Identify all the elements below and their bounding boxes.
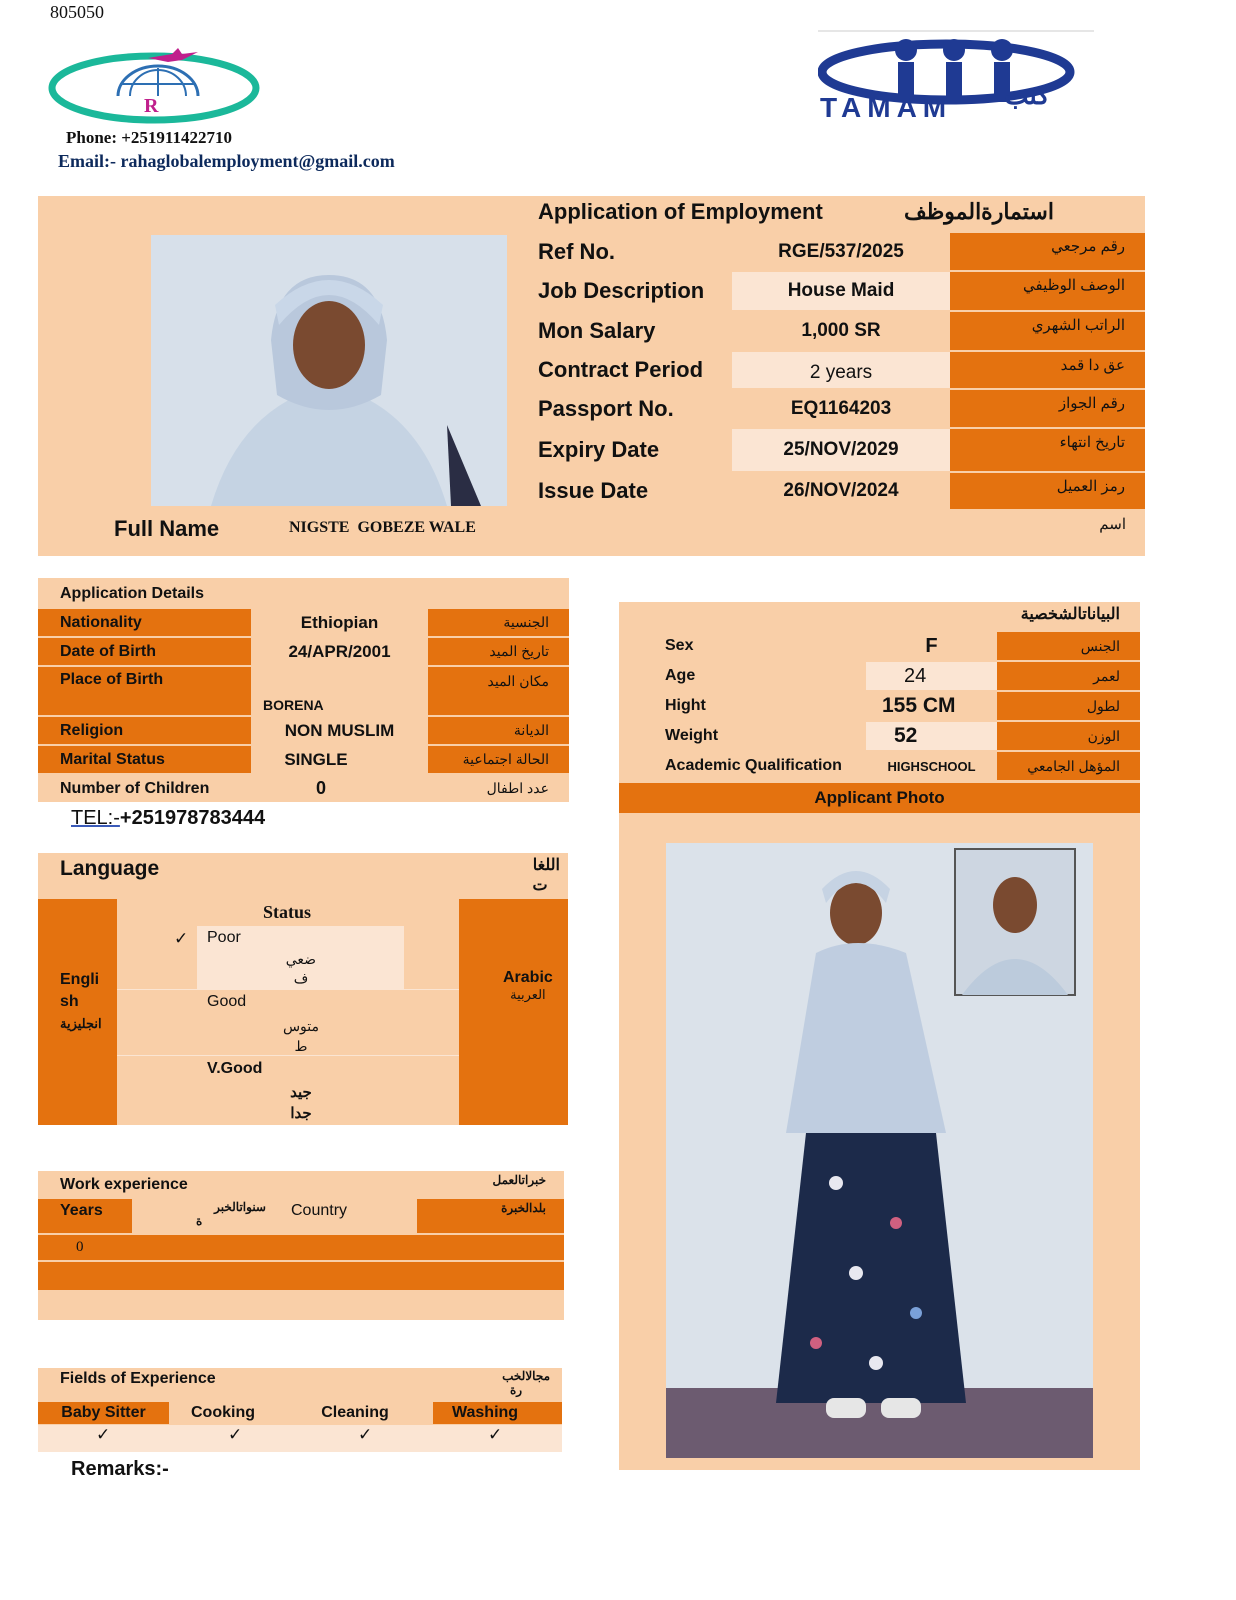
field-washing: Washing <box>433 1402 562 1424</box>
partner-logo <box>818 28 1094 124</box>
company-phone: Phone: +251911422710 <box>66 128 232 147</box>
ref-no-label: Ref No. <box>517 233 732 270</box>
language-title: Language <box>60 857 160 880</box>
age-value: 24 <box>866 662 997 690</box>
sex-value: F <box>925 634 938 657</box>
passport-no-arabic: رقم الجواز <box>950 390 1145 427</box>
job-description-value: House Maid <box>732 272 950 310</box>
full-name-label: Full Name <box>114 516 220 541</box>
application-title: Application of Employment <box>538 199 823 224</box>
cooking-check: ✓ <box>228 1425 243 1445</box>
mon-salary-value: 1,000 SR <box>732 312 950 350</box>
years-header-arabic: سنواتالخبر ة <box>196 1200 266 1228</box>
issue-date-label: Issue Date <box>517 473 732 509</box>
telephone-number: +251978783444 <box>119 807 266 829</box>
arabic-column <box>459 899 568 1125</box>
expiry-date-arabic: تاريخ انتهاء <box>950 429 1145 471</box>
divider <box>117 1055 459 1056</box>
dob-arabic: تاريخ الميد <box>428 638 569 665</box>
full-name-arabic: اسم <box>1099 516 1126 533</box>
fields-title: Fields of Experience <box>60 1370 216 1387</box>
passport-no-label: Passport No. <box>517 390 732 427</box>
children-arabic: عدد اطفال <box>486 780 549 796</box>
age-arabic: لعمر <box>997 662 1140 690</box>
height-value: 155 CM <box>882 694 956 717</box>
applicant-full-photo <box>666 843 1093 1458</box>
english-column <box>38 899 117 1125</box>
ref-no-value: RGE/537/2025 <box>732 233 950 270</box>
fields-title-arabic: مجالالخب رة <box>502 1369 550 1397</box>
pob-label: Place of Birth <box>38 667 251 715</box>
fields-check-row <box>38 1425 562 1452</box>
company-logo <box>48 44 260 130</box>
job-description-label: Job Description <box>517 272 732 310</box>
issue-date-arabic: رمز العميل <box>950 473 1145 509</box>
weight-value: 52 <box>866 722 997 750</box>
height-label: Hight <box>665 697 706 714</box>
religion-value: NON MUSLIM <box>284 720 395 740</box>
weight-label: Weight <box>665 727 719 744</box>
work-row: 0 <box>38 1235 564 1260</box>
baby-sitter-check: ✓ <box>96 1425 111 1445</box>
issue-date-value: 26/NOV/2024 <box>732 473 950 509</box>
religion-arabic: الديانة <box>428 717 569 744</box>
religion-label: Religion <box>38 717 251 744</box>
qualification-arabic: المؤهل الجامعي <box>997 752 1140 780</box>
divider <box>117 989 459 990</box>
arabic-label: Arabic <box>503 969 553 986</box>
field-cleaning: Cleaning <box>321 1404 389 1421</box>
good-label: Good <box>207 993 247 1010</box>
poor-label: Poor <box>207 929 241 946</box>
language-title-arabic: اللغا ت <box>532 857 560 894</box>
nationality-arabic: الجنسية <box>428 609 569 636</box>
details-title: Application Details <box>60 585 205 602</box>
status-label: Status <box>263 902 312 922</box>
mon-salary-arabic: الراتب الشهري <box>950 312 1145 350</box>
poor-arabic: ضعي ف <box>285 951 316 986</box>
sex-label: Sex <box>665 637 694 654</box>
marital-label: Marital Status <box>38 746 251 773</box>
english-label-1: Engli <box>60 971 100 988</box>
expiry-date-label: Expiry Date <box>517 429 732 471</box>
pob-value: BORENA <box>263 697 324 713</box>
remarks-label: Remarks:- <box>71 1458 169 1480</box>
telephone <box>71 807 265 830</box>
telephone-prefix: TEL:- <box>71 807 120 829</box>
age-label: Age <box>665 667 696 684</box>
vgood-arabic: جيد جدا <box>290 1084 312 1122</box>
work-title: Work experience <box>60 1176 188 1193</box>
years-header: Years <box>38 1199 132 1233</box>
applicant-photo-label: Applicant Photo <box>619 783 1140 813</box>
height-arabic: لطول <box>997 692 1140 720</box>
company-email: Email:- rahaglobalemployment@gmail.com <box>58 151 395 171</box>
dob-value: 24/APR/2001 <box>288 641 391 661</box>
washing-check: ✓ <box>488 1425 503 1445</box>
partner-logo-arabic: كتب <box>1004 80 1050 110</box>
children-value: 0 <box>315 778 326 798</box>
partner-logo-text: TAMAM <box>820 92 953 123</box>
poor-check: ✓ <box>174 929 189 949</box>
qualification-value: HIGHSCHOOL <box>887 758 976 774</box>
personal-title-arabic: البياناتالشخصية <box>1020 606 1120 623</box>
applicant-portrait <box>151 235 507 506</box>
pob-arabic: مكان الميد <box>428 667 569 715</box>
qualification-label: Academic Qualification <box>665 757 842 774</box>
contract-period-label: Contract Period <box>517 352 732 388</box>
children-label: Number of Children <box>60 779 210 797</box>
nationality-value: Ethiopian <box>300 612 379 632</box>
cleaning-check: ✓ <box>358 1425 373 1445</box>
dob-label: Date of Birth <box>38 638 251 665</box>
field-baby-sitter: Baby Sitter <box>38 1402 169 1424</box>
marital-arabic: الحالة اجتماعية <box>428 746 569 773</box>
contract-period-value: 2 years <box>732 352 950 388</box>
nationality-label: Nationality <box>38 609 251 636</box>
expiry-date-value: 25/NOV/2029 <box>732 429 950 471</box>
passport-no-value: EQ1164203 <box>732 390 950 427</box>
ref-no-arabic: رقم مرجعي <box>950 233 1145 270</box>
good-arabic: متوس ط <box>282 1018 320 1054</box>
arabic-label-arabic: العربية <box>510 987 546 1002</box>
work-title-arabic: خبراتالعمل <box>492 1173 546 1187</box>
marital-value: SINGLE <box>284 749 348 769</box>
mon-salary-label: Mon Salary <box>517 312 732 350</box>
english-label-2: sh <box>60 993 79 1010</box>
weight-arabic: الوزن <box>997 722 1140 750</box>
contract-period-arabic: عق دا قمد <box>950 352 1145 388</box>
job-description-arabic: الوصف الوظيفي <box>950 272 1145 310</box>
vgood-label: V.Good <box>207 1060 263 1077</box>
country-header-arabic: بلدالخبرة <box>417 1199 564 1233</box>
work-row <box>38 1262 564 1290</box>
application-title-arabic: استمارةالموظف <box>904 199 1054 224</box>
field-cooking: Cooking <box>191 1404 255 1421</box>
svg-text:R: R <box>144 95 159 117</box>
english-label-arabic: انجليزية <box>60 1016 102 1031</box>
document-number: 805050 <box>50 2 104 22</box>
country-header: Country <box>291 1202 348 1219</box>
full-name-value: NIGSTE GOBEZE WALE <box>289 519 476 536</box>
sex-arabic: الجنس <box>997 632 1140 660</box>
